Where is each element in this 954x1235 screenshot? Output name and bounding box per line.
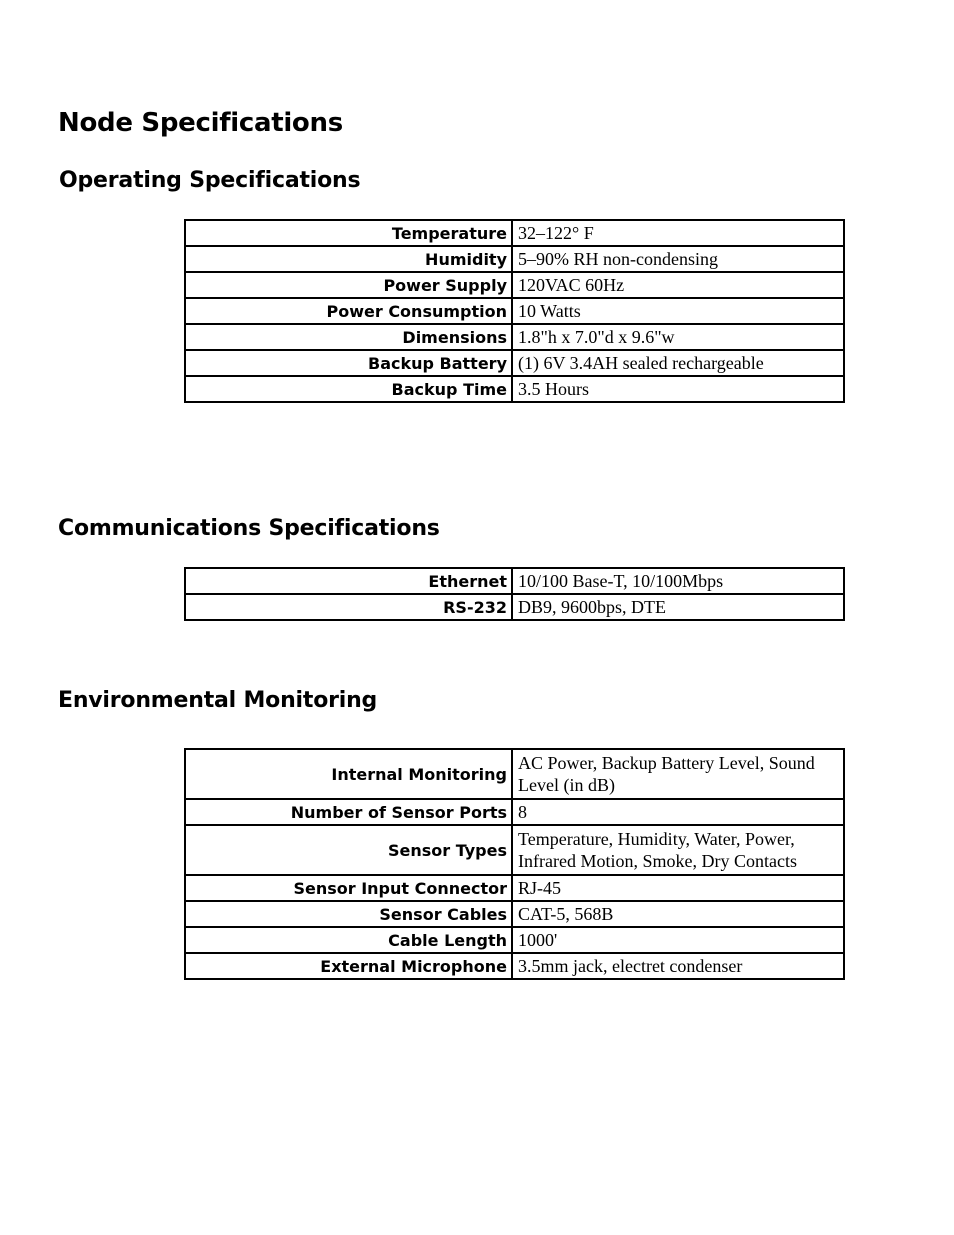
spec-label: Number of Sensor Ports [185,799,512,825]
spec-value: 120VAC 60Hz [512,272,844,298]
spec-label: Sensor Input Connector [185,875,512,901]
spec-value: DB9, 9600bps, DTE [512,594,844,620]
spec-value: RJ-45 [512,875,844,901]
spec-value: 10 Watts [512,298,844,324]
communications-specifications-heading: Communications Specifications [58,516,440,541]
spec-value: (1) 6V 3.4AH sealed rechargeable [512,350,844,376]
table-row [185,272,844,298]
table-row [185,749,844,799]
table-row [185,594,844,620]
table-row [185,246,844,272]
table-row [185,875,844,901]
spec-label: External Microphone [185,953,512,979]
spec-label: Dimensions [185,324,512,350]
spec-value: CAT-5, 568B [512,901,844,927]
spec-label: RS-232 [185,594,512,620]
spec-label: Sensor Cables [185,901,512,927]
spec-label: Temperature [185,220,512,246]
communications-specifications-table [184,567,845,621]
table-row [185,568,844,594]
spec-label: Backup Battery [185,350,512,376]
spec-value: AC Power, Backup Battery Level, Sound Level (in dB) [512,749,844,799]
environmental-monitoring-table [184,748,845,980]
table-row [185,825,844,875]
page-title: Node Specifications [58,108,343,138]
table-row [185,901,844,927]
spec-label: Sensor Types [185,825,512,875]
spec-label: Power Consumption [185,298,512,324]
table-row [185,799,844,825]
operating-specifications-heading: Operating Specifications [59,168,361,193]
spec-value: 32–122° F [512,220,844,246]
spec-value: 1000' [512,927,844,953]
table-row [185,953,844,979]
spec-value: 3.5mm jack, electret condenser [512,953,844,979]
spec-label: Internal Monitoring [185,749,512,799]
spec-value: 3.5 Hours [512,376,844,402]
table-row [185,376,844,402]
spec-label: Power Supply [185,272,512,298]
spec-label: Humidity [185,246,512,272]
operating-specifications-table [184,219,845,403]
spec-value: 5–90% RH non-condensing [512,246,844,272]
spec-label: Backup Time [185,376,512,402]
table-row [185,350,844,376]
table-row [185,324,844,350]
table-row [185,220,844,246]
table-row [185,927,844,953]
spec-value: 10/100 Base-T, 10/100Mbps [512,568,844,594]
spec-label: Cable Length [185,927,512,953]
environmental-monitoring-heading: Environmental Monitoring [58,688,378,713]
spec-value: Temperature, Humidity, Water, Power, Infrared Motion, Smoke, Dry Contacts [512,825,844,875]
spec-value: 1.8"h x 7.0"d x 9.6"w [512,324,844,350]
spec-label: Ethernet [185,568,512,594]
spec-value: 8 [512,799,844,825]
table-row [185,298,844,324]
